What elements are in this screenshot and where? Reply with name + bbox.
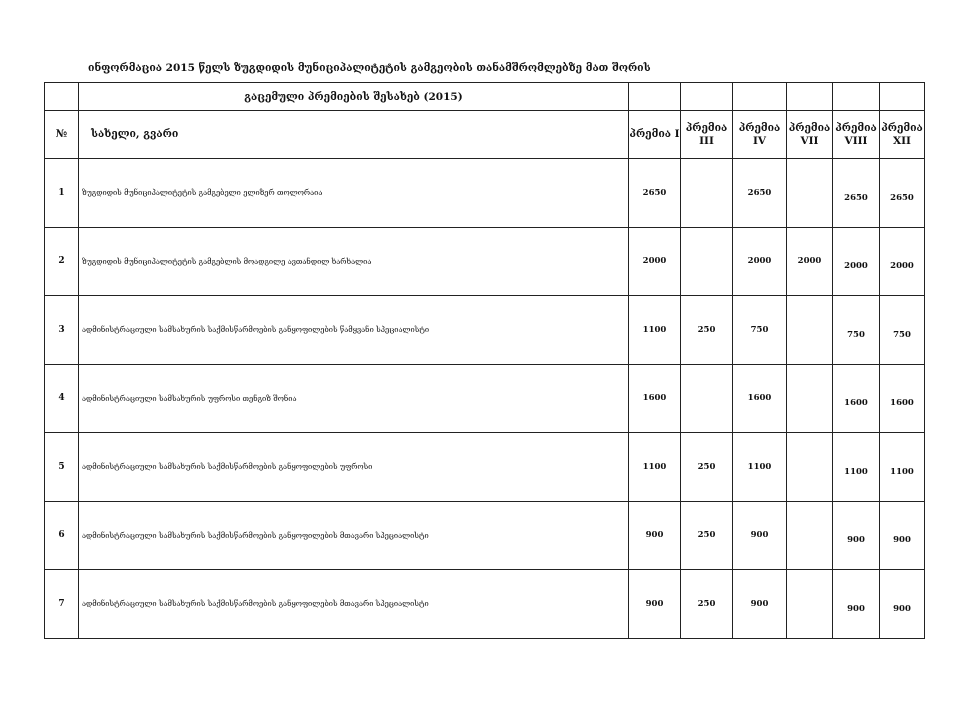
employee-name: ადმინისტრაციული სამსახურის უფროსი თენგიზ შონია (79, 364, 629, 433)
premium-value: 1600 (880, 364, 925, 433)
premium-value (787, 570, 833, 639)
premium-value: 1100 (833, 433, 880, 502)
header-premium-1: პრემია I (629, 111, 681, 159)
premium-value (681, 159, 733, 228)
premium-value: 2000 (833, 227, 880, 296)
employee-name: ზუგდიდის მუნიციპალიტეტის გამგებლის მოადგილე ავთანდილ ხარხალია (79, 227, 629, 296)
premium-value (681, 364, 733, 433)
header-premium-12: პრემია XII (880, 111, 925, 159)
premium-value: 250 (681, 570, 733, 639)
employee-name: ადმინისტრაციული სამსახურის საქმისწარმოების განყოფილების მთავარი სპეციალისტი (79, 570, 629, 639)
premium-value (787, 364, 833, 433)
premium-value: 900 (880, 570, 925, 639)
header-premium-8: პრემია VIII (833, 111, 880, 159)
premium-value: 900 (833, 570, 880, 639)
premium-value (787, 296, 833, 365)
row-number: 4 (45, 364, 79, 433)
premium-value: 1600 (733, 364, 787, 433)
premium-value: 2650 (880, 159, 925, 228)
row-number: 1 (45, 159, 79, 228)
premium-value: 250 (681, 296, 733, 365)
table-row (45, 296, 925, 365)
premium-value: 2650 (733, 159, 787, 228)
row-number: 3 (45, 296, 79, 365)
table-row (45, 433, 925, 502)
premium-value: 250 (681, 433, 733, 502)
premium-value (787, 159, 833, 228)
premium-value: 1100 (629, 433, 681, 502)
premium-value: 2000 (733, 227, 787, 296)
premium-value: 1600 (833, 364, 880, 433)
premium-value (681, 227, 733, 296)
premium-value: 2650 (629, 159, 681, 228)
awards-table (44, 82, 925, 639)
premium-value: 1100 (733, 433, 787, 502)
header-premium-7: პრემია VII (787, 111, 833, 159)
row-number: 6 (45, 501, 79, 570)
premium-value: 900 (629, 501, 681, 570)
header-premium-4: პრემია IV (733, 111, 787, 159)
caption-row (45, 83, 925, 111)
header-number: № (45, 111, 79, 159)
row-number: 5 (45, 433, 79, 502)
premium-value (787, 433, 833, 502)
employee-name: ადმინისტრაციული სამსახურის საქმისწარმოების განყოფილების წამყვანი სპეციალისტი (79, 296, 629, 365)
premium-value: 1600 (629, 364, 681, 433)
premium-value: 750 (833, 296, 880, 365)
table-caption: გაცემული პრემიების შესახებ (2015) (79, 83, 629, 111)
document-title: ინფორმაცია 2015 წელს ზუგდიდის მუნიციპალიტეტის გამგეობის თანამშრომლებზე მათ შორის (88, 62, 651, 74)
table-row (45, 227, 925, 296)
premium-value: 750 (733, 296, 787, 365)
employee-name: ადმინისტრაციული სამსახურის საქმისწარმოების განყოფილების მთავარი სპეციალისტი (79, 501, 629, 570)
header-premium-3: პრემია III (681, 111, 733, 159)
employee-name: ზუგდიდის მუნიციპალიტეტის გამგებელი ელიზერ თოლორაია (79, 159, 629, 228)
table-row (45, 570, 925, 639)
premium-value: 900 (733, 501, 787, 570)
premium-value: 900 (880, 501, 925, 570)
premium-value: 250 (681, 501, 733, 570)
premium-value: 2000 (787, 227, 833, 296)
premium-value: 900 (629, 570, 681, 639)
table-row (45, 501, 925, 570)
blank-cell (45, 83, 79, 111)
premium-value: 900 (733, 570, 787, 639)
table-row (45, 364, 925, 433)
premium-value: 750 (880, 296, 925, 365)
premium-value: 1100 (629, 296, 681, 365)
premium-value: 2000 (880, 227, 925, 296)
row-number: 2 (45, 227, 79, 296)
premium-value: 900 (833, 501, 880, 570)
row-number: 7 (45, 570, 79, 639)
premium-value: 1100 (880, 433, 925, 502)
header-row (45, 111, 925, 159)
employee-name: ადმინისტრაციული სამსახურის საქმისწარმოების განყოფილების უფროსი (79, 433, 629, 502)
table-row (45, 159, 925, 228)
premium-value: 2000 (629, 227, 681, 296)
premium-value (787, 501, 833, 570)
premium-value: 2650 (833, 159, 880, 228)
header-name: სახელი, გვარი (79, 111, 629, 159)
